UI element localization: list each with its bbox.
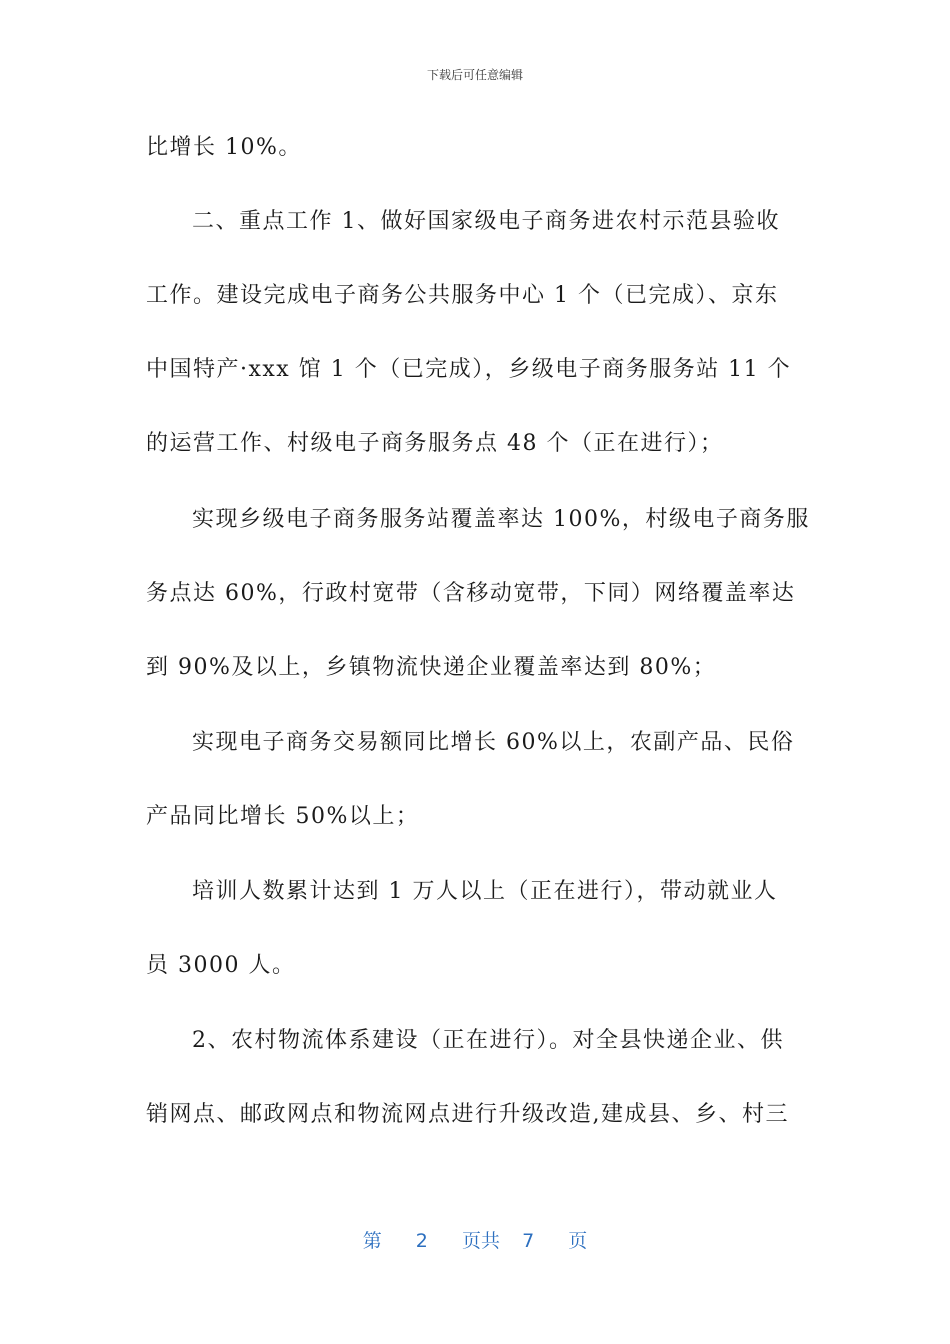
footer-total-pages: 7 bbox=[522, 1230, 535, 1252]
body-line-10: 产品同比增长 50%以上； bbox=[146, 804, 420, 829]
body-line-1: 比增长 10%。 bbox=[146, 135, 302, 160]
body-line-11: 培训人数累计达到 1 万人以上（正在进行），带动就业人 bbox=[192, 879, 778, 904]
body-line-4: 中国特产·xxx 馆 1 个（已完成），乡级电子商务服务站 11 个 bbox=[146, 357, 792, 382]
footer-suffix: 页 bbox=[568, 1230, 588, 1252]
body-line-14: 销网点、邮政网点和物流网点进行升级改造,建成县、乡、村三 bbox=[146, 1102, 789, 1127]
body-line-13: 2、农村物流体系建设（正在进行）。对全县快递企业、供 bbox=[192, 1028, 784, 1053]
page-header: 下载后可任意编辑 bbox=[426, 68, 523, 82]
body-line-12: 员 3000 人。 bbox=[146, 953, 296, 978]
body-line-5: 的运营工作、村级电子商务服务点 48 个（正在进行）； bbox=[146, 431, 724, 456]
body-line-3: 工作。建设完成电子商务公共服务中心 1 个（已完成）、京东 bbox=[146, 283, 779, 308]
page-footer bbox=[0, 1226, 950, 1253]
footer-current-page: 2 bbox=[415, 1230, 428, 1252]
body-line-7: 务点达 60%，行政村宽带（含移动宽带，下同）网络覆盖率达 bbox=[146, 581, 796, 606]
footer-mid: 页共 bbox=[461, 1230, 500, 1252]
body-line-6: 实现乡级电子商务服务站覆盖率达 100%，村级电子商务服 bbox=[192, 507, 810, 532]
body-line-8: 到 90%及以上，乡镇物流快递企业覆盖率达到 80%； bbox=[146, 655, 717, 680]
body-line-2: 二、重点工作 1、做好国家级电子商务进农村示范县验收 bbox=[192, 209, 780, 234]
footer-prefix: 第 bbox=[362, 1230, 382, 1252]
body-line-9: 实现电子商务交易额同比增长 60%以上，农副产品、民俗 bbox=[192, 730, 795, 755]
